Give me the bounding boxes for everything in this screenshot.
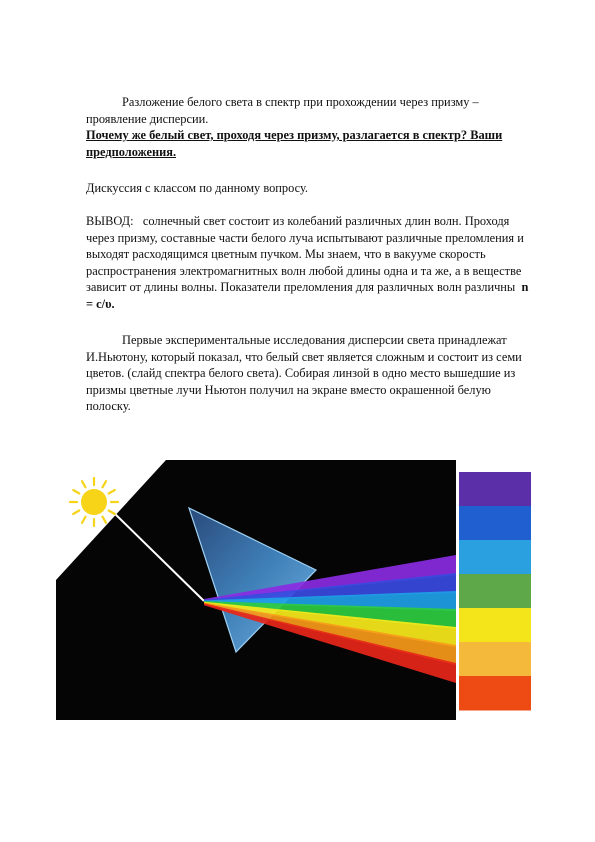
sun-ray (103, 517, 107, 523)
sun-icon (70, 478, 118, 526)
discussion-line: Дискуссия с классом по данному вопросу. (86, 181, 309, 195)
spectrum-band (459, 506, 531, 541)
sun-ray (73, 511, 79, 515)
spectrum-band (459, 676, 531, 711)
spectrum-band (459, 540, 531, 575)
spectrum-band (459, 608, 531, 643)
spectrum-strip (459, 472, 531, 711)
conclusion-paragraph (86, 213, 536, 313)
conclusion-label: ВЫВОД: (86, 214, 134, 228)
question-heading: Почему же белый свет, проходя через призму, разлагается в спектр? Ваши предположения. (86, 128, 503, 159)
sun-ray (109, 490, 115, 494)
spectrum-band (459, 642, 531, 677)
refraction-formula: n = c/υ. (86, 280, 529, 311)
spectrum-band (459, 574, 531, 609)
sun-disc (81, 489, 107, 515)
prism-dispersion-figure (56, 460, 531, 720)
conclusion-text: солнечный свет состоит из колебаний различных длин волн. Проходя через призму, составные части белого луча испытывают различные преломления и выходят расходящимся цветным пучком. Мы знаем, что в вакууме скорость распространения электромагнитных волн любой длины одна и та же, а в веществе зависит от длины волны. Показатели преломления для различных волн различны (86, 214, 524, 295)
sun-ray (82, 517, 86, 523)
prism-illustration (56, 460, 531, 720)
history-paragraph: Первые экспериментальные исследования дисперсии света принадлежат И.Ньютону, который показал, что белый свет является сложным и состоит из семи цветов. (слайд спектра белого света). Собирая линзой в одно место вышедшие из призмы цветные лучи Ньютон получил на экране вместо окрашенной белую полоску. (86, 333, 522, 414)
intro-paragraph: Разложение белого света в спектр при прохождении через призму – проявление дисперсии. (86, 95, 479, 126)
sun-ray (73, 490, 79, 494)
sun-ray (103, 481, 107, 487)
sun-ray (82, 481, 86, 487)
spectrum-band (459, 472, 531, 507)
sun-ray (109, 511, 115, 515)
